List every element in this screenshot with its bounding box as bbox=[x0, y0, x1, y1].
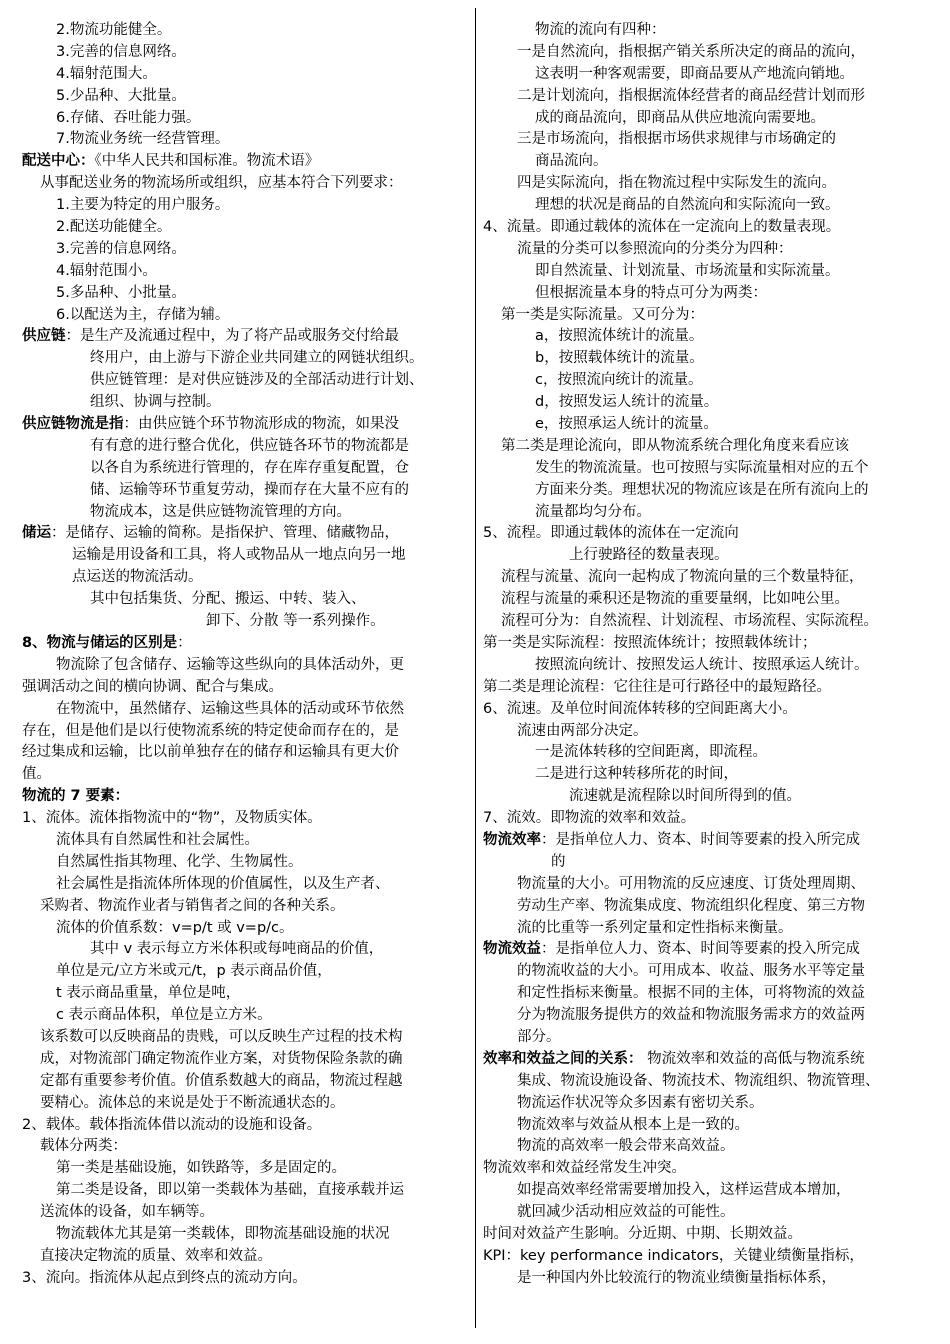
line-text: 如提高效率经常需要增加投入，这样运营成本增加， bbox=[517, 1182, 851, 1199]
line-text: 单位是元/立方米或元/t，p 表示商品价值， bbox=[56, 963, 332, 980]
text-line bbox=[22, 1224, 472, 1246]
text-line bbox=[22, 1246, 472, 1268]
bold-term: 供应链物流是指 bbox=[22, 416, 124, 433]
left-column bbox=[22, 20, 472, 1290]
line-text: 组织、协调与控制。 bbox=[90, 394, 221, 411]
text-line bbox=[22, 1115, 472, 1137]
line-text: 6.以配送为主，存储为辅。 bbox=[56, 306, 230, 323]
text-line bbox=[483, 939, 933, 961]
text-line bbox=[22, 502, 472, 524]
line-text: 流的比重等一系列定量和定性指标来衡量。 bbox=[517, 919, 793, 936]
line-text: 该系数可以反映商品的贵贱，可以反映生产过程的技术构 bbox=[40, 1028, 403, 1045]
text-line bbox=[22, 1268, 472, 1290]
text-line bbox=[483, 1027, 933, 1049]
text-line bbox=[22, 939, 472, 961]
text-line bbox=[483, 64, 933, 86]
line-text: 流体具有自然属性和社会属性。 bbox=[56, 831, 259, 848]
text-line bbox=[483, 1202, 933, 1224]
text-line bbox=[483, 808, 933, 830]
bold-term: 8、物流与储运的区别是 bbox=[22, 634, 178, 651]
line-text: 方面来分类。理想状况的物流应该是在所有流向上的 bbox=[535, 481, 869, 498]
text-line bbox=[22, 874, 472, 896]
line-text: 要精心。流体总的来说是处于不断流通状态的。 bbox=[40, 1094, 345, 1111]
line-text: 流量的分类可以参照流向的分类分为四种： bbox=[517, 240, 793, 257]
text-line bbox=[22, 567, 472, 589]
line-text: 第一类是实际流程：按照流体统计；按照载体统计； bbox=[483, 634, 817, 651]
text-line bbox=[22, 480, 472, 502]
text-line bbox=[483, 326, 933, 348]
line-text: 3.完善的信息网络。 bbox=[56, 240, 186, 257]
line-text: 其中 v 表示每立方米体积或每吨商品的价值， bbox=[90, 941, 384, 958]
line-text: 7.物流业务统一经营管理。 bbox=[56, 131, 230, 148]
text-line bbox=[483, 764, 933, 786]
text-line bbox=[22, 392, 472, 414]
line-text: 3.完善的信息网络。 bbox=[56, 43, 186, 60]
text-line bbox=[483, 611, 933, 633]
line-text: 理想的状况是商品的自然流向和实际流向一致。 bbox=[535, 197, 840, 214]
line-text: t 表示商品重量，单位是吨， bbox=[56, 985, 241, 1002]
text-line bbox=[22, 896, 472, 918]
line-text: 和定性指标来衡量。根据不同的主体，可将物流的效益 bbox=[517, 985, 865, 1002]
text-line bbox=[22, 1071, 472, 1093]
line-text: 时间对效益产生影响。分近期、中期、长期效益。 bbox=[483, 1225, 802, 1242]
line-text: 7、流效。即物流的效率和效益。 bbox=[483, 810, 696, 827]
line-text: 就回减少活动相应效益的可能性。 bbox=[517, 1204, 735, 1221]
text-line bbox=[483, 86, 933, 108]
line-text: 供应链管理：是对供应链涉及的全部活动进行计划、 bbox=[90, 372, 424, 389]
text-line bbox=[483, 742, 933, 764]
line-text: ：是指单位人力、资本、时间等要素的投入所完成 bbox=[541, 831, 860, 848]
text-line bbox=[483, 108, 933, 130]
line-text: 有有意的进行整合优化，供应链各环节的物流都是 bbox=[90, 437, 409, 454]
line-text: 直接决定物流的质量、效率和效益。 bbox=[40, 1247, 272, 1264]
line-text: 流体的价值系数：v=p/t 或 v=p/c。 bbox=[56, 919, 294, 936]
line-text: 四是实际流向，指在物流过程中实际发生的流向。 bbox=[517, 175, 836, 192]
line-text: 第一类是实际流量。又可分为： bbox=[501, 306, 704, 323]
text-line bbox=[22, 195, 472, 217]
text-line bbox=[483, 545, 933, 567]
bold-term: 物流的 7 要素： bbox=[22, 788, 130, 805]
text-line bbox=[483, 348, 933, 370]
text-line bbox=[483, 655, 933, 677]
text-line bbox=[22, 261, 472, 283]
line-text: 送流体的设备，如车辆等。 bbox=[40, 1204, 214, 1221]
text-line bbox=[22, 305, 472, 327]
text-line bbox=[22, 86, 472, 108]
text-line bbox=[22, 961, 472, 983]
text-line bbox=[483, 983, 933, 1005]
line-text: 卸下、分散 等一系列操作。 bbox=[206, 613, 385, 630]
line-text: 流程与流量、流向一起构成了物流向量的三个数量特征， bbox=[501, 569, 864, 586]
line-text: 物流量的大小。可用物流的反应速度、订货处理周期、 bbox=[517, 875, 865, 892]
text-line bbox=[483, 523, 933, 545]
text-line bbox=[483, 305, 933, 327]
text-line bbox=[22, 217, 472, 239]
text-line bbox=[22, 129, 472, 151]
text-line bbox=[483, 852, 933, 874]
line-text: 第一类是基础设施，如铁路等，多是固定的。 bbox=[56, 1160, 346, 1177]
line-text: 物流成本，这是供应链物流管理的方向。 bbox=[90, 503, 351, 520]
text-line bbox=[483, 1115, 933, 1137]
line-text: d，按照发运人统计的流量。 bbox=[535, 394, 719, 411]
text-line bbox=[22, 108, 472, 130]
line-text: 物流除了包含储存、运输等这些纵向的具体活动外，更 bbox=[56, 656, 404, 673]
line-text: 即自然流量、计划流量、市场流量和实际流量。 bbox=[535, 262, 840, 279]
text-line bbox=[483, 1071, 933, 1093]
line-text: 物流效率与效益从根本上是一致的。 bbox=[517, 1116, 749, 1133]
text-line bbox=[22, 151, 472, 173]
line-text: c，按照流向统计的流量。 bbox=[535, 372, 703, 389]
text-line bbox=[483, 699, 933, 721]
text-line bbox=[22, 786, 472, 808]
text-line bbox=[483, 1005, 933, 1027]
text-line bbox=[483, 239, 933, 261]
line-text: 物流效率和效益经常发生冲突。 bbox=[483, 1160, 686, 1177]
line-text: 劳动生产率、物流集成度、物流组织化程度、第三方物 bbox=[517, 897, 865, 914]
text-line bbox=[22, 611, 472, 633]
bold-term: 效率和效益之间的关系： bbox=[483, 1050, 643, 1067]
line-text: b，按照载体统计的流量。 bbox=[535, 350, 704, 367]
line-text: 三是市场流向，指根据市场供求规律与市场确定的 bbox=[517, 131, 836, 148]
text-line bbox=[483, 392, 933, 414]
line-text: 载体分两类： bbox=[40, 1138, 127, 1155]
text-line bbox=[22, 283, 472, 305]
right-column bbox=[483, 20, 933, 1290]
line-text: 部分。 bbox=[517, 1028, 561, 1045]
text-line bbox=[483, 589, 933, 611]
line-text: 3、流向。指流体从起点到终点的流动方向。 bbox=[22, 1269, 307, 1286]
line-text: 是一种国内外比较流行的物流业绩衡量指标体系， bbox=[517, 1269, 836, 1286]
line-text: 一是自然流向，指根据产销关系所决定的商品的流向， bbox=[517, 43, 865, 60]
line-text: 成的商品流向，即商品从供应地流向需要地。 bbox=[535, 109, 825, 126]
text-line bbox=[22, 1093, 472, 1115]
text-line bbox=[483, 830, 933, 852]
line-text: KPI：key performance indicators，关键业绩衡量指标， bbox=[483, 1247, 864, 1264]
text-line bbox=[22, 370, 472, 392]
text-line bbox=[483, 961, 933, 983]
text-line bbox=[22, 1180, 472, 1202]
line-text: 流程与流量的乘积还是物流的重要量纲，比如吨公里。 bbox=[501, 591, 849, 608]
text-line bbox=[22, 545, 472, 567]
line-text: 其中包括集货、分配、搬运、中转、装入、 bbox=[90, 591, 366, 608]
line-text: ： bbox=[177, 634, 192, 651]
line-text: 2.配送功能健全。 bbox=[56, 219, 172, 236]
line-text: 储、运输等环节重复劳动，操而存在大量不应有的 bbox=[90, 481, 409, 498]
line-text: 这表明一种客观需要，即商品要从产地流向销地。 bbox=[535, 65, 854, 82]
line-text: 流程可分为：自然流程、计划流程、市场流程、实际流程。 bbox=[501, 613, 878, 630]
line-text: 按照流向统计、按照发运人统计、按照承运人统计。 bbox=[535, 656, 869, 673]
column-divider bbox=[475, 8, 476, 1328]
text-line bbox=[22, 830, 472, 852]
text-line bbox=[483, 480, 933, 502]
line-text: 集成、物流设施设备、物流技术、物流组织、物流管理、 bbox=[517, 1072, 880, 1089]
line-text: 值。 bbox=[22, 766, 51, 783]
line-text: c 表示商品体积，单位是立方米。 bbox=[56, 1007, 272, 1024]
text-line bbox=[483, 1158, 933, 1180]
line-text: a，按照流体统计的流量。 bbox=[535, 328, 704, 345]
text-line bbox=[483, 458, 933, 480]
line-text: 运输是用设备和工具，将人或物品从一地点向另一地 bbox=[72, 547, 406, 564]
line-text: 《中华人民共和国标准。物流术语》 bbox=[94, 153, 320, 170]
line-text: ：是生产及流通过程中，为了将产品或服务交付给最 bbox=[65, 328, 399, 345]
text-line bbox=[22, 414, 472, 436]
line-text: 自然属性指其物理、化学、生物属性。 bbox=[56, 853, 303, 870]
text-line bbox=[483, 370, 933, 392]
line-text: ：由供应链个环节物流形成的物流，如果没 bbox=[123, 416, 399, 433]
text-line bbox=[483, 502, 933, 524]
text-line bbox=[22, 64, 472, 86]
text-line bbox=[22, 1136, 472, 1158]
text-line bbox=[483, 1180, 933, 1202]
line-text: 5、流程。即通过载体的流体在一定流向 bbox=[483, 525, 739, 542]
line-text: 物流效率和效益的高低与物流系统 bbox=[642, 1050, 865, 1067]
line-text: 以各自为系统进行管理的，存在库存重复配置，仓 bbox=[90, 459, 409, 476]
line-text: 二是计划流向，指根据流体经营者的商品经营计划而形 bbox=[517, 87, 865, 104]
text-line bbox=[22, 983, 472, 1005]
text-line bbox=[22, 1049, 472, 1071]
line-text: 采购者、物流作业者与销售者之间的各种关系。 bbox=[40, 897, 345, 914]
bold-term: 储运 bbox=[22, 525, 51, 542]
text-line bbox=[483, 261, 933, 283]
text-line bbox=[22, 655, 472, 677]
text-line bbox=[22, 721, 472, 743]
text-line bbox=[483, 896, 933, 918]
line-text: ：是指单位人力、资本、时间等要素的投入所完成 bbox=[541, 941, 860, 958]
line-text: ：是储存、运输的简称。是指保护、管理、储藏物品， bbox=[51, 525, 399, 542]
line-text: 2、载体。载体指流体借以流动的设施和设备。 bbox=[22, 1116, 322, 1133]
text-line bbox=[483, 283, 933, 305]
line-text: 存在，但是他们是以行使物流系统的特定使命而存在的，是 bbox=[22, 722, 399, 739]
line-text: 从事配送业务的物流场所或组织，应基本符合下列要求： bbox=[40, 175, 403, 192]
text-line bbox=[22, 458, 472, 480]
text-line bbox=[483, 42, 933, 64]
line-text: 第二类是理论流向，即从物流系统合理化角度来看应该 bbox=[501, 437, 849, 454]
text-line bbox=[22, 326, 472, 348]
text-line bbox=[483, 20, 933, 42]
text-line bbox=[483, 677, 933, 699]
line-text: 2.物流功能健全。 bbox=[56, 22, 172, 38]
line-text: 但根据流量本身的特点可分为两类： bbox=[535, 284, 767, 301]
text-line bbox=[483, 1268, 933, 1290]
line-text: 4.辐射范围小。 bbox=[56, 262, 157, 279]
text-line bbox=[22, 699, 472, 721]
line-text: 的物流收益的大小。可用成本、收益、服务水平等定量 bbox=[517, 963, 865, 980]
text-line bbox=[22, 918, 472, 940]
text-line bbox=[483, 217, 933, 239]
text-line bbox=[22, 808, 472, 830]
line-text: 强调活动之间的横向协调、配合与集成。 bbox=[22, 678, 283, 695]
line-text: 物流载体尤其是第一类载体，即物流基础设施的状况 bbox=[56, 1225, 390, 1242]
text-line bbox=[483, 195, 933, 217]
line-text: 终用户，由上游与下游企业共同建立的网链状组织。 bbox=[90, 350, 424, 367]
bold-term: 配送中心： bbox=[22, 153, 95, 170]
line-text: 成，对物流部门确定物流作业方案，对货物保险条款的确 bbox=[40, 1050, 403, 1067]
text-line bbox=[483, 721, 933, 743]
line-text: 发生的物流流量。也可按照与实际流量相对应的五个 bbox=[535, 459, 869, 476]
line-text: 一是流体转移的空间距离，即流程。 bbox=[535, 744, 767, 761]
text-line bbox=[22, 677, 472, 699]
text-line bbox=[22, 436, 472, 458]
text-line bbox=[483, 129, 933, 151]
text-line bbox=[22, 239, 472, 261]
text-line bbox=[22, 173, 472, 195]
line-text: 4.辐射范围大。 bbox=[56, 65, 157, 82]
line-text: 经过集成和运输，比以前单独存在的储存和运输具有更大价 bbox=[22, 744, 399, 761]
line-text: 第二类是理论流程：它往往是可行路径中的最短路径。 bbox=[483, 678, 831, 695]
bold-term: 物流效益 bbox=[483, 941, 541, 958]
text-line bbox=[483, 1049, 933, 1071]
line-text: 上行驶路径的数量表现。 bbox=[569, 547, 729, 564]
text-line bbox=[483, 1136, 933, 1158]
line-text: 二是进行这种转移所花的时间， bbox=[535, 766, 738, 783]
text-line bbox=[483, 633, 933, 655]
text-line bbox=[483, 436, 933, 458]
text-line bbox=[483, 1246, 933, 1268]
line-text: 分为物流服务提供方的效益和物流服务需求方的效益两 bbox=[517, 1007, 865, 1024]
line-text: 流量都均匀分布。 bbox=[535, 503, 651, 520]
line-text: 6、流速。及单位时间流体转移的空间距离大小。 bbox=[483, 700, 797, 717]
text-line bbox=[483, 874, 933, 896]
line-text: 社会属性是指流体所体现的价值属性，以及生产者、 bbox=[56, 875, 390, 892]
line-text: 1、流体。流体指物流中的“物”，及物质实体。 bbox=[22, 810, 322, 827]
line-text: 物流的流向有四种： bbox=[535, 22, 666, 38]
line-text: 第二类是设备，即以第一类载体为基础，直接承载并运 bbox=[56, 1182, 404, 1199]
text-line bbox=[483, 414, 933, 436]
text-line bbox=[22, 852, 472, 874]
text-line bbox=[483, 786, 933, 808]
text-line bbox=[22, 523, 472, 545]
line-text: 流速由两部分决定。 bbox=[517, 722, 648, 739]
line-text: 物流运作状况等众多因素有密切关系。 bbox=[517, 1094, 764, 1111]
text-line bbox=[22, 742, 472, 764]
text-line bbox=[22, 589, 472, 611]
bold-term: 供应链 bbox=[22, 328, 66, 345]
text-line bbox=[22, 42, 472, 64]
text-line bbox=[483, 151, 933, 173]
text-line bbox=[483, 1093, 933, 1115]
bold-term: 物流效率 bbox=[483, 831, 541, 848]
line-text: 流速就是流程除以时间所得到的值。 bbox=[569, 788, 801, 805]
text-line bbox=[483, 567, 933, 589]
text-line bbox=[22, 1202, 472, 1224]
text-line bbox=[22, 1027, 472, 1049]
text-line bbox=[22, 764, 472, 786]
text-line bbox=[483, 1224, 933, 1246]
text-line bbox=[22, 348, 472, 370]
line-text: 1.主要为特定的用户服务。 bbox=[56, 197, 230, 214]
line-text: 商品流向。 bbox=[535, 153, 608, 170]
text-line bbox=[22, 1005, 472, 1027]
line-text: 在物流中，虽然储存、运输这些具体的活动或环节依然 bbox=[56, 700, 404, 717]
text-line bbox=[483, 918, 933, 940]
line-text: 物流的高效率一般会带来高效益。 bbox=[517, 1138, 735, 1155]
text-line bbox=[22, 1158, 472, 1180]
line-text: 定都有重要参考价值。价值系数越大的商品，物流过程越 bbox=[40, 1072, 403, 1089]
line-text: 4、流量。即通过载体的流体在一定流向上的数量表现。 bbox=[483, 219, 841, 236]
line-text: 5.多品种、小批量。 bbox=[56, 284, 186, 301]
text-line bbox=[22, 633, 472, 655]
text-line bbox=[483, 173, 933, 195]
line-text: 6.存储、吞吐能力强。 bbox=[56, 109, 201, 126]
line-text: 5.少品种、大批量。 bbox=[56, 87, 186, 104]
line-text: 的 bbox=[551, 853, 566, 870]
text-line bbox=[22, 20, 472, 42]
line-text: 点运送的物流活动。 bbox=[72, 569, 203, 586]
line-text: e，按照承运人统计的流量。 bbox=[535, 416, 718, 433]
